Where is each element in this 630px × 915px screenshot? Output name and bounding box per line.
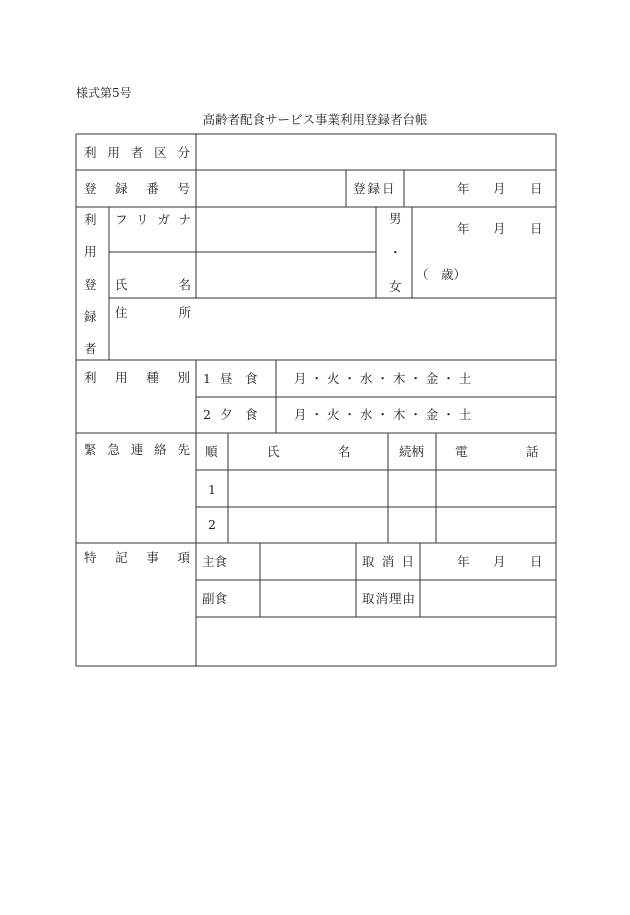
birthdate-field[interactable] [413, 208, 555, 297]
registration-date-day: 日 [530, 181, 543, 196]
registration-date-label: 登録日 [353, 181, 397, 196]
relation-header: 続柄 [399, 444, 425, 459]
lunch-label-2: 食 [245, 371, 258, 386]
birth-year: 年 [457, 221, 470, 236]
order-header: 順 [205, 444, 218, 459]
side-field[interactable] [261, 581, 355, 616]
staple-label: 主食 [202, 554, 228, 569]
contact-1-relation-field[interactable] [389, 471, 435, 506]
lunch-number: 1 [203, 371, 211, 386]
registration-number-label: 登 録 番 号 [84, 181, 190, 196]
contact-2-phone-field[interactable] [437, 508, 555, 542]
contact-name-header-2: 名 [338, 444, 351, 459]
registrant-label-2: 用 [84, 244, 97, 259]
side-label: 副食 [202, 591, 228, 606]
remarks-notes-field[interactable] [197, 618, 555, 665]
cancel-date-day: 日 [530, 554, 543, 569]
name-field[interactable] [197, 253, 375, 297]
cancel-date-label: 取 消 日 [362, 554, 414, 569]
form-number: 様式第5号 [76, 86, 132, 100]
lunch-label-1: 昼 [220, 371, 233, 386]
furigana-label: フ リ ガ ナ [115, 212, 191, 227]
birth-month: 月 [493, 221, 506, 236]
dinner-label-1: 夕 [220, 407, 233, 422]
lunch-weekdays[interactable]: 月 ・ 火 ・ 水 ・ 木 ・ 金 ・ 土 [294, 371, 472, 386]
contact-1-phone-field[interactable] [437, 471, 555, 506]
user-category-label: 利 用 者 区 分 [84, 145, 190, 160]
contact-2-name-field[interactable] [229, 508, 387, 542]
dinner-number: 2 [203, 407, 211, 422]
registration-date-year: 年 [457, 181, 470, 196]
registrant-label-1: 利 [84, 212, 97, 227]
phone-header-1: 電 [455, 444, 468, 459]
contact-1-number: 1 [208, 482, 216, 497]
address-field[interactable] [197, 299, 555, 359]
age-label: （ 歳） [416, 267, 467, 282]
staple-field[interactable] [261, 544, 355, 579]
registration-number-field[interactable] [197, 171, 345, 206]
cancel-date-year: 年 [457, 554, 470, 569]
contact-2-number: 2 [208, 517, 216, 532]
birth-day: 日 [530, 221, 543, 236]
registrant-label-3: 登 [84, 277, 97, 292]
gender-select[interactable] [377, 208, 411, 297]
emergency-contact-label: 緊 急 連 絡 先 [84, 442, 190, 457]
registration-date-month: 月 [493, 181, 506, 196]
cancel-reason-label: 取消理由 [362, 591, 417, 606]
address-label: 住 所 [115, 305, 191, 320]
usage-type-label: 利 用 種 別 [84, 370, 190, 385]
user-category-field[interactable] [197, 135, 555, 169]
furigana-field[interactable] [197, 208, 375, 251]
phone-header-2: 話 [526, 444, 539, 459]
gender-female: 女 [389, 279, 402, 294]
name-label: 氏 名 [115, 277, 191, 292]
dinner-label-2: 食 [245, 407, 258, 422]
form-title: 高齢者配食サービス事業利用登録者台帳 [202, 112, 428, 127]
registrant-label-5: 者 [84, 341, 97, 356]
gender-male: 男 [389, 211, 402, 226]
cancel-date-field[interactable] [421, 544, 555, 579]
remarks-label: 特 記 事 項 [84, 550, 190, 565]
dinner-weekdays[interactable]: 月 ・ 火 ・ 水 ・ 木 ・ 金 ・ 土 [294, 407, 472, 422]
cancel-date-month: 月 [493, 554, 506, 569]
contact-2-relation-field[interactable] [389, 508, 435, 542]
gender-dot: ・ [389, 245, 402, 260]
contact-name-header-1: 氏 [267, 444, 280, 459]
registrant-label-4: 録 [84, 309, 97, 324]
cancel-reason-field[interactable] [421, 581, 555, 616]
contact-1-name-field[interactable] [229, 471, 387, 506]
